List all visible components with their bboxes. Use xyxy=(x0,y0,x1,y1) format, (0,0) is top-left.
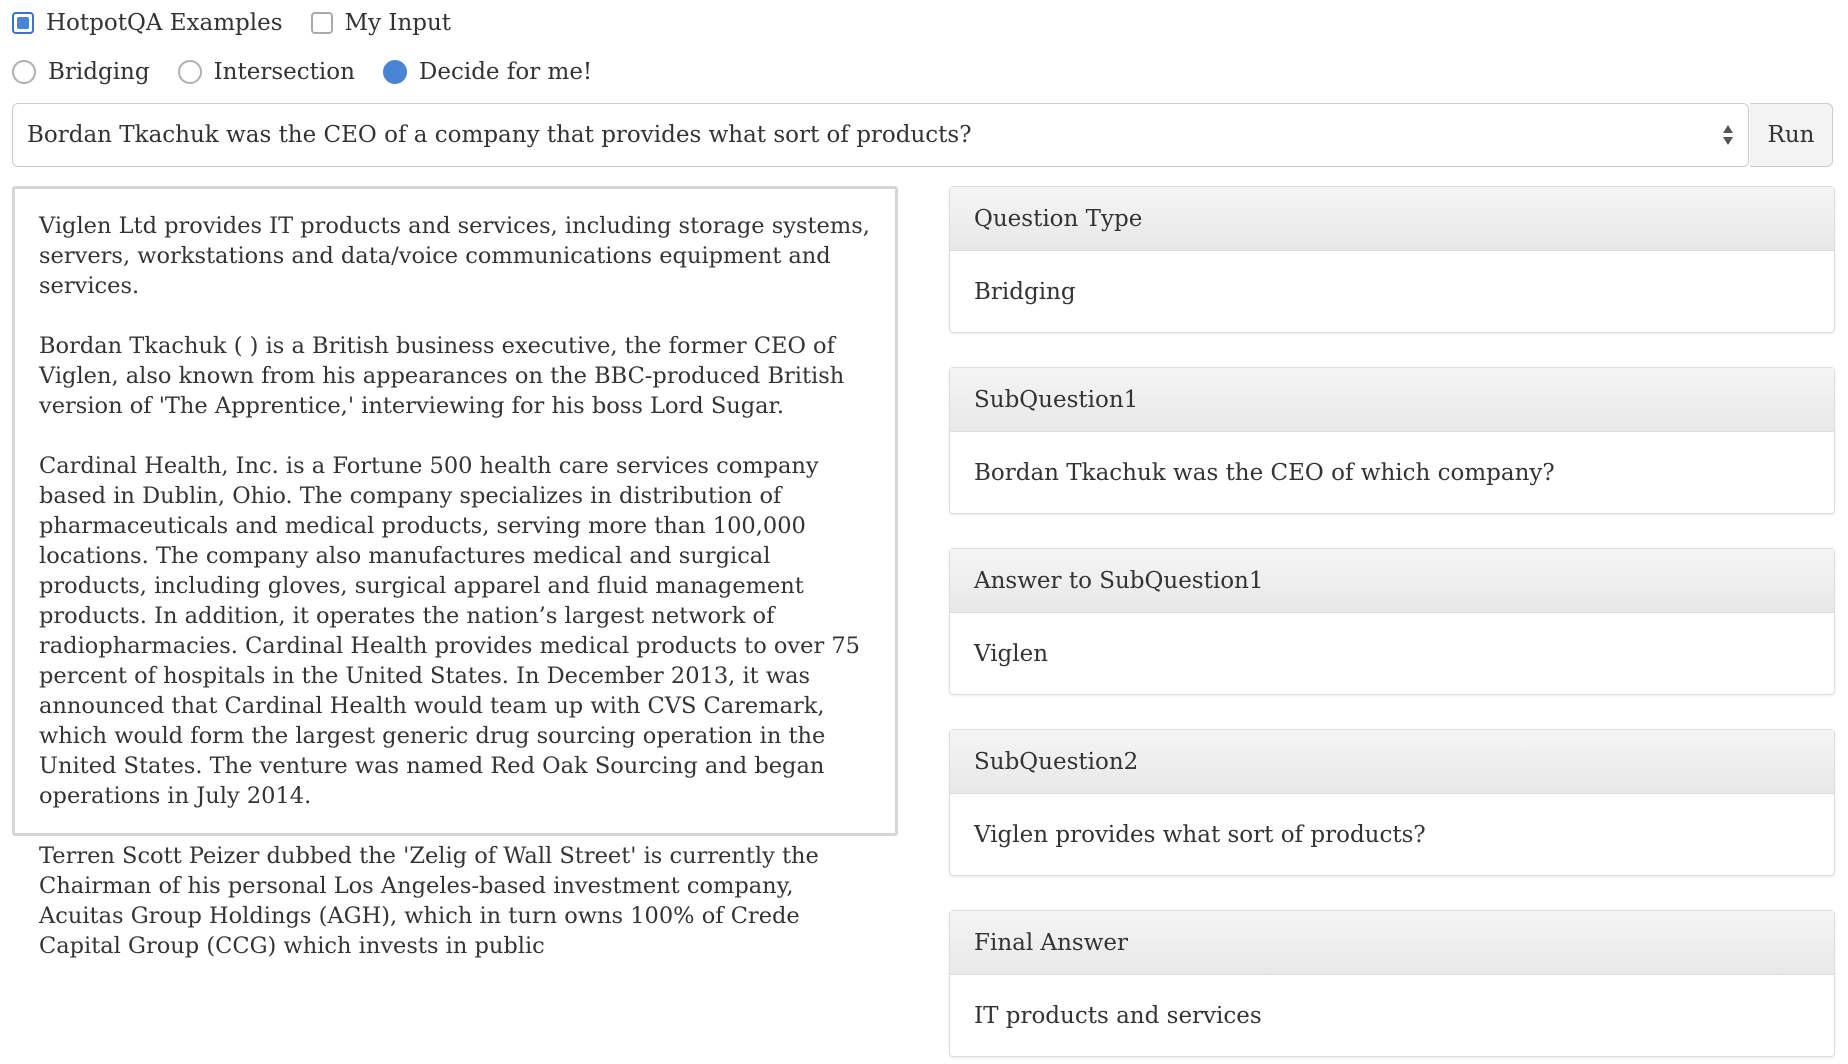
question-type-title: Question Type xyxy=(950,187,1834,251)
subquestion2-value: Viglen provides what sort of products? xyxy=(974,821,1426,848)
my-input-checkbox[interactable] xyxy=(311,12,333,34)
context-passage[interactable] xyxy=(12,186,898,959)
run-button-label: Run xyxy=(1767,122,1815,148)
question-type-options xyxy=(12,56,620,88)
subquestion1-title: SubQuestion1 xyxy=(950,368,1834,432)
question-type-panel xyxy=(949,186,1835,333)
run-button[interactable] xyxy=(1750,103,1833,167)
question-type-value: Bridging xyxy=(974,278,1076,305)
hotpot-examples-option[interactable] xyxy=(12,10,283,36)
hotpot-examples-label: HotpotQA Examples xyxy=(46,10,283,36)
subquestion2-title: SubQuestion2 xyxy=(950,730,1834,794)
subquestion1-panel xyxy=(949,367,1835,514)
question-select-value: Bordan Tkachuk was the CEO of a company that provides what sort of products? xyxy=(27,122,972,148)
decide-for-me-option[interactable] xyxy=(383,59,592,85)
answer1-value: Viglen xyxy=(974,640,1049,667)
final-answer-value: IT products and services xyxy=(974,1002,1262,1029)
my-input-option[interactable] xyxy=(311,10,452,36)
context-paragraph: Viglen Ltd provides IT products and services, including storage systems, servers, workstations and data/voice communications equipment and services. xyxy=(39,213,870,299)
decide-for-me-radio[interactable] xyxy=(383,60,407,84)
intersection-radio[interactable] xyxy=(178,60,202,84)
subquestion2-panel xyxy=(949,729,1835,876)
context-paragraph: Terren Scott Peizer dubbed the 'Zelig of Wall Street' is currently the Chairman of his personal Los Angeles-based investment company, Acuitas Group Holdings (AGH), which in turn owns 100% of Crede Capital Group (CCG) which invests in public xyxy=(39,843,819,959)
decide-for-me-label: Decide for me! xyxy=(418,59,593,85)
bridging-radio[interactable] xyxy=(12,60,36,84)
my-input-label: My Input xyxy=(344,10,452,36)
intersection-option[interactable] xyxy=(178,59,355,85)
context-paragraph: Cardinal Health, Inc. is a Fortune 500 health care services company based in Dublin, Ohio. The company specializes in distribution of pharmaceuticals and medical products, serving more than 100,000 locations. The company also manufactures medical and surgical products, including gloves, surgical apparel and fluid management products. In addition, it operates the nation’s largest network of radiopharmacies. Cardinal Health provides medical products to over 75 percent of hospitals in the United States. In December 2013, it was announced that Cardinal Health would team up with CVS Caremark, which would form the largest generic drug sourcing operation in the United States. The venture was named Red Oak Sourcing and began operations in July 2014. xyxy=(39,453,860,809)
context-paragraph: Bordan Tkachuk ( ) is a British business executive, the former CEO of Viglen, also known from his appearances on the BBC-produced British version of 'The Apprentice,' interviewing for his boss Lord Sugar. xyxy=(39,333,845,419)
select-arrows-icon xyxy=(1722,122,1734,148)
final-answer-panel xyxy=(949,910,1835,1057)
subquestion1-value: Bordan Tkachuk was the CEO of which company? xyxy=(974,459,1555,486)
intersection-label: Intersection xyxy=(213,59,355,85)
bridging-label: Bridging xyxy=(48,59,150,85)
answer1-title: Answer to SubQuestion1 xyxy=(950,549,1834,613)
hotpot-examples-checkbox[interactable] xyxy=(12,12,34,34)
bridging-option[interactable] xyxy=(12,59,150,85)
final-answer-title: Final Answer xyxy=(950,911,1834,975)
mode-options xyxy=(12,8,479,38)
question-select[interactable] xyxy=(12,103,1749,167)
answer1-panel xyxy=(949,548,1835,695)
